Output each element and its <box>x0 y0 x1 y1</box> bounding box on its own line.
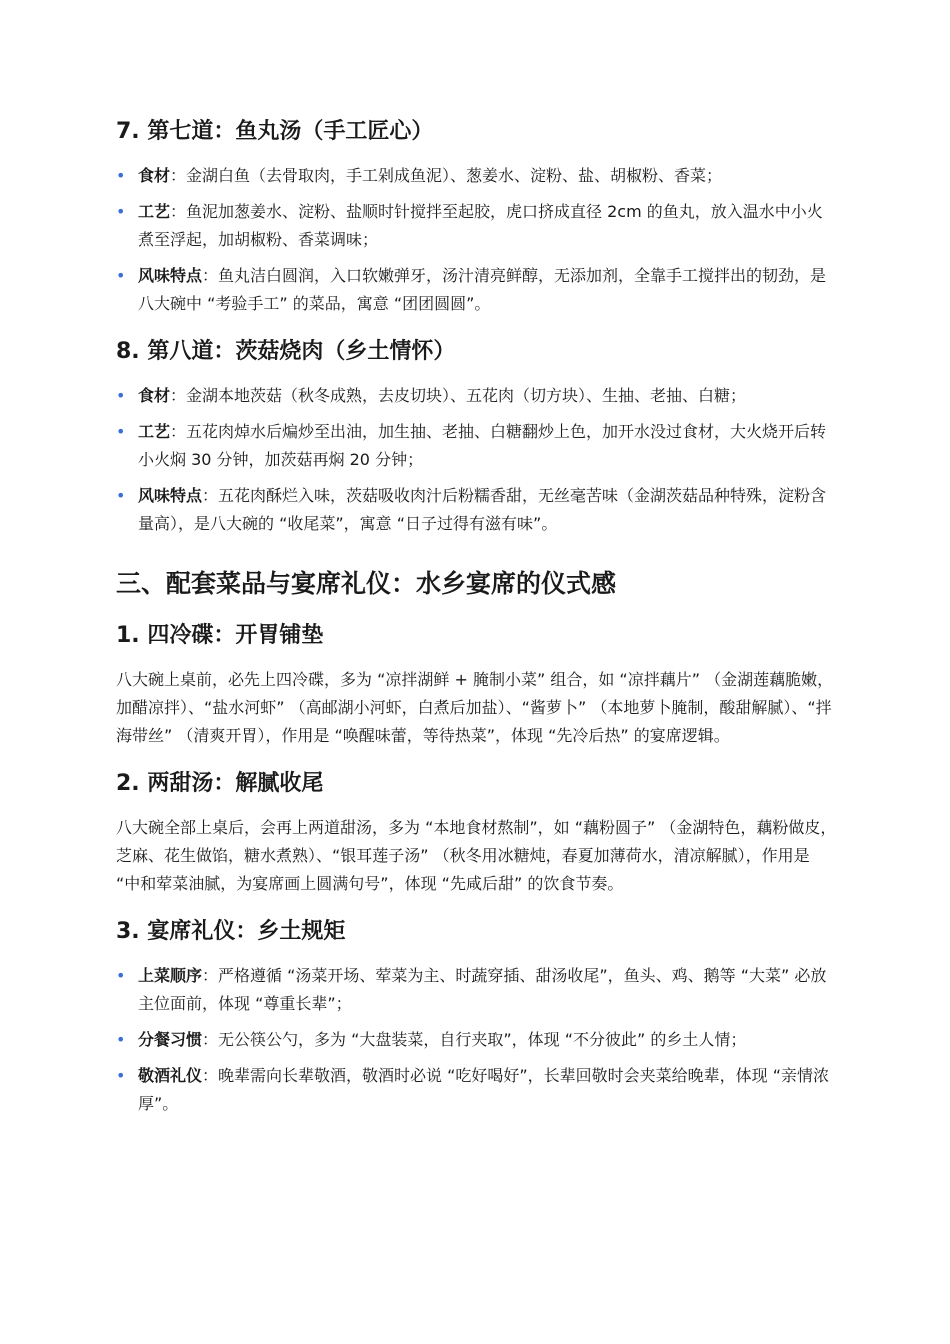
dish7-list <box>116 162 838 318</box>
item-text: ：严格遵循 “汤菜开场、荤菜为主、时蔬穿插、甜汤收尾”，鱼头、鸡、鹅等 “大菜” 必放主位面前，体现 “尊重长辈”； <box>138 966 827 1013</box>
item-term: 风味特点 <box>138 486 203 505</box>
list-item <box>116 1026 838 1054</box>
item-term: 敬酒礼仪 <box>138 1066 203 1085</box>
item-text: ：五花肉酥烂入味，茨菇吸收肉汁后粉糯香甜，无丝毫苦味（金湖茨菇品种特殊，淀粉含量高），是八大碗的 “收尾菜”，寓意 “日子过得有滋有味”。 <box>138 486 827 533</box>
bullet-icon: • <box>116 266 126 285</box>
list-item <box>116 1062 838 1118</box>
item-text: ：金湖本地茨菇（秋冬成熟，去皮切块）、五花肉（切方块）、生抽、老抽、白糖； <box>170 386 747 405</box>
sub2-title: 2. 两甜汤：解腻收尾 <box>116 771 324 796</box>
section3-title: 三、配套菜品与宴席礼仪：水乡宴席的仪式感 <box>116 569 617 598</box>
bullet-icon: • <box>116 966 126 985</box>
bullet-icon: • <box>116 486 126 505</box>
sub2-body: 八大碗全部上桌后，会再上两道甜汤，多为 “本地食材熬制”，如 “藕粉圆子” （金湖特色，藕粉做皮，芝麻、花生做馅，糖水煮熟）、“银耳莲子汤” （秋冬用冰糖炖，春夏加薄荷水，清凉解腻），作用是 “中和荤菜油腻，为宴席画上圆满句号”，体现 “先咸后甜” 的饮食节奏。 <box>116 818 837 893</box>
list-item <box>116 418 838 474</box>
bullet-icon: • <box>116 1030 126 1049</box>
item-term: 工艺 <box>138 202 171 221</box>
list-item <box>116 962 838 1018</box>
item-text: ：晚辈需向长辈敬酒，敬酒时必说 “吃好喝好”，长辈回敬时会夹菜给晚辈，体现 “亲情浓厚”。 <box>138 1066 830 1113</box>
bullet-icon: • <box>116 1066 126 1085</box>
bullet-icon: • <box>116 166 126 185</box>
sub1-title: 1. 四冷碟：开胃铺垫 <box>116 623 324 648</box>
item-text: ：鱼丸洁白圆润，入口软嫩弹牙，汤汁清亮鲜醇，无添加剂，全靠手工搅拌出的韧劲，是八大碗中 “考验手工” 的菜品，寓意 “团团圆圆”。 <box>138 266 827 313</box>
sub3-list <box>116 962 838 1118</box>
item-text: ：金湖白鱼（去骨取肉，手工剁成鱼泥）、葱姜水、淀粉、盐、胡椒粉、香菜； <box>170 166 723 185</box>
bullet-icon: • <box>116 202 126 221</box>
item-text: ：五花肉焯水后煸炒至出油，加生抽、老抽、白糖翻炒上色，加开水没过食材，大火烧开后转小火焖 30 分钟，加茨菇再焖 20 分钟； <box>138 422 827 469</box>
item-term: 分餐习惯 <box>138 1030 203 1049</box>
list-item <box>116 382 838 410</box>
bullet-icon: • <box>116 386 126 405</box>
bullet-icon: • <box>116 422 126 441</box>
item-term: 食材 <box>138 166 171 185</box>
list-item <box>116 198 838 254</box>
item-term: 食材 <box>138 386 171 405</box>
item-term: 工艺 <box>138 422 171 441</box>
dish7-title: 7. 第七道：鱼丸汤（手工匠心） <box>116 119 434 144</box>
sub1-body: 八大碗上桌前，必先上四冷碟，多为 “凉拌湖鲜 + 腌制小菜” 组合，如 “凉拌藕片” （金湖莲藕脆嫩，加醋凉拌）、“盐水河虾” （高邮湖小河虾，白煮后加盐）、“酱萝卜” （本地萝卜腌制，酸甜解腻）、“拌海带丝” （清爽开胃），作用是 “唤醒味蕾，等待热菜”，体现 “先冷后热” 的宴席逻辑。 <box>116 670 834 745</box>
list-item <box>116 262 838 318</box>
item-text: ：无公筷公勺，多为 “大盘装菜，自行夹取”，体现 “不分彼此” 的乡土人情； <box>202 1030 747 1049</box>
item-text: ：鱼泥加葱姜水、淀粉、盐顺时针搅拌至起胶，虎口挤成直径 2cm 的鱼丸，放入温水中小火煮至浮起，加胡椒粉、香菜调味； <box>138 202 823 249</box>
dish8-list <box>116 382 838 538</box>
sub3-title: 3. 宴席礼仪：乡土规矩 <box>116 919 346 944</box>
item-term: 上菜顺序 <box>138 966 203 985</box>
list-item <box>116 162 838 190</box>
list-item <box>116 482 838 538</box>
dish8-title: 8. 第八道：茨菇烧肉（乡土情怀） <box>116 339 456 364</box>
item-term: 风味特点 <box>138 266 203 285</box>
